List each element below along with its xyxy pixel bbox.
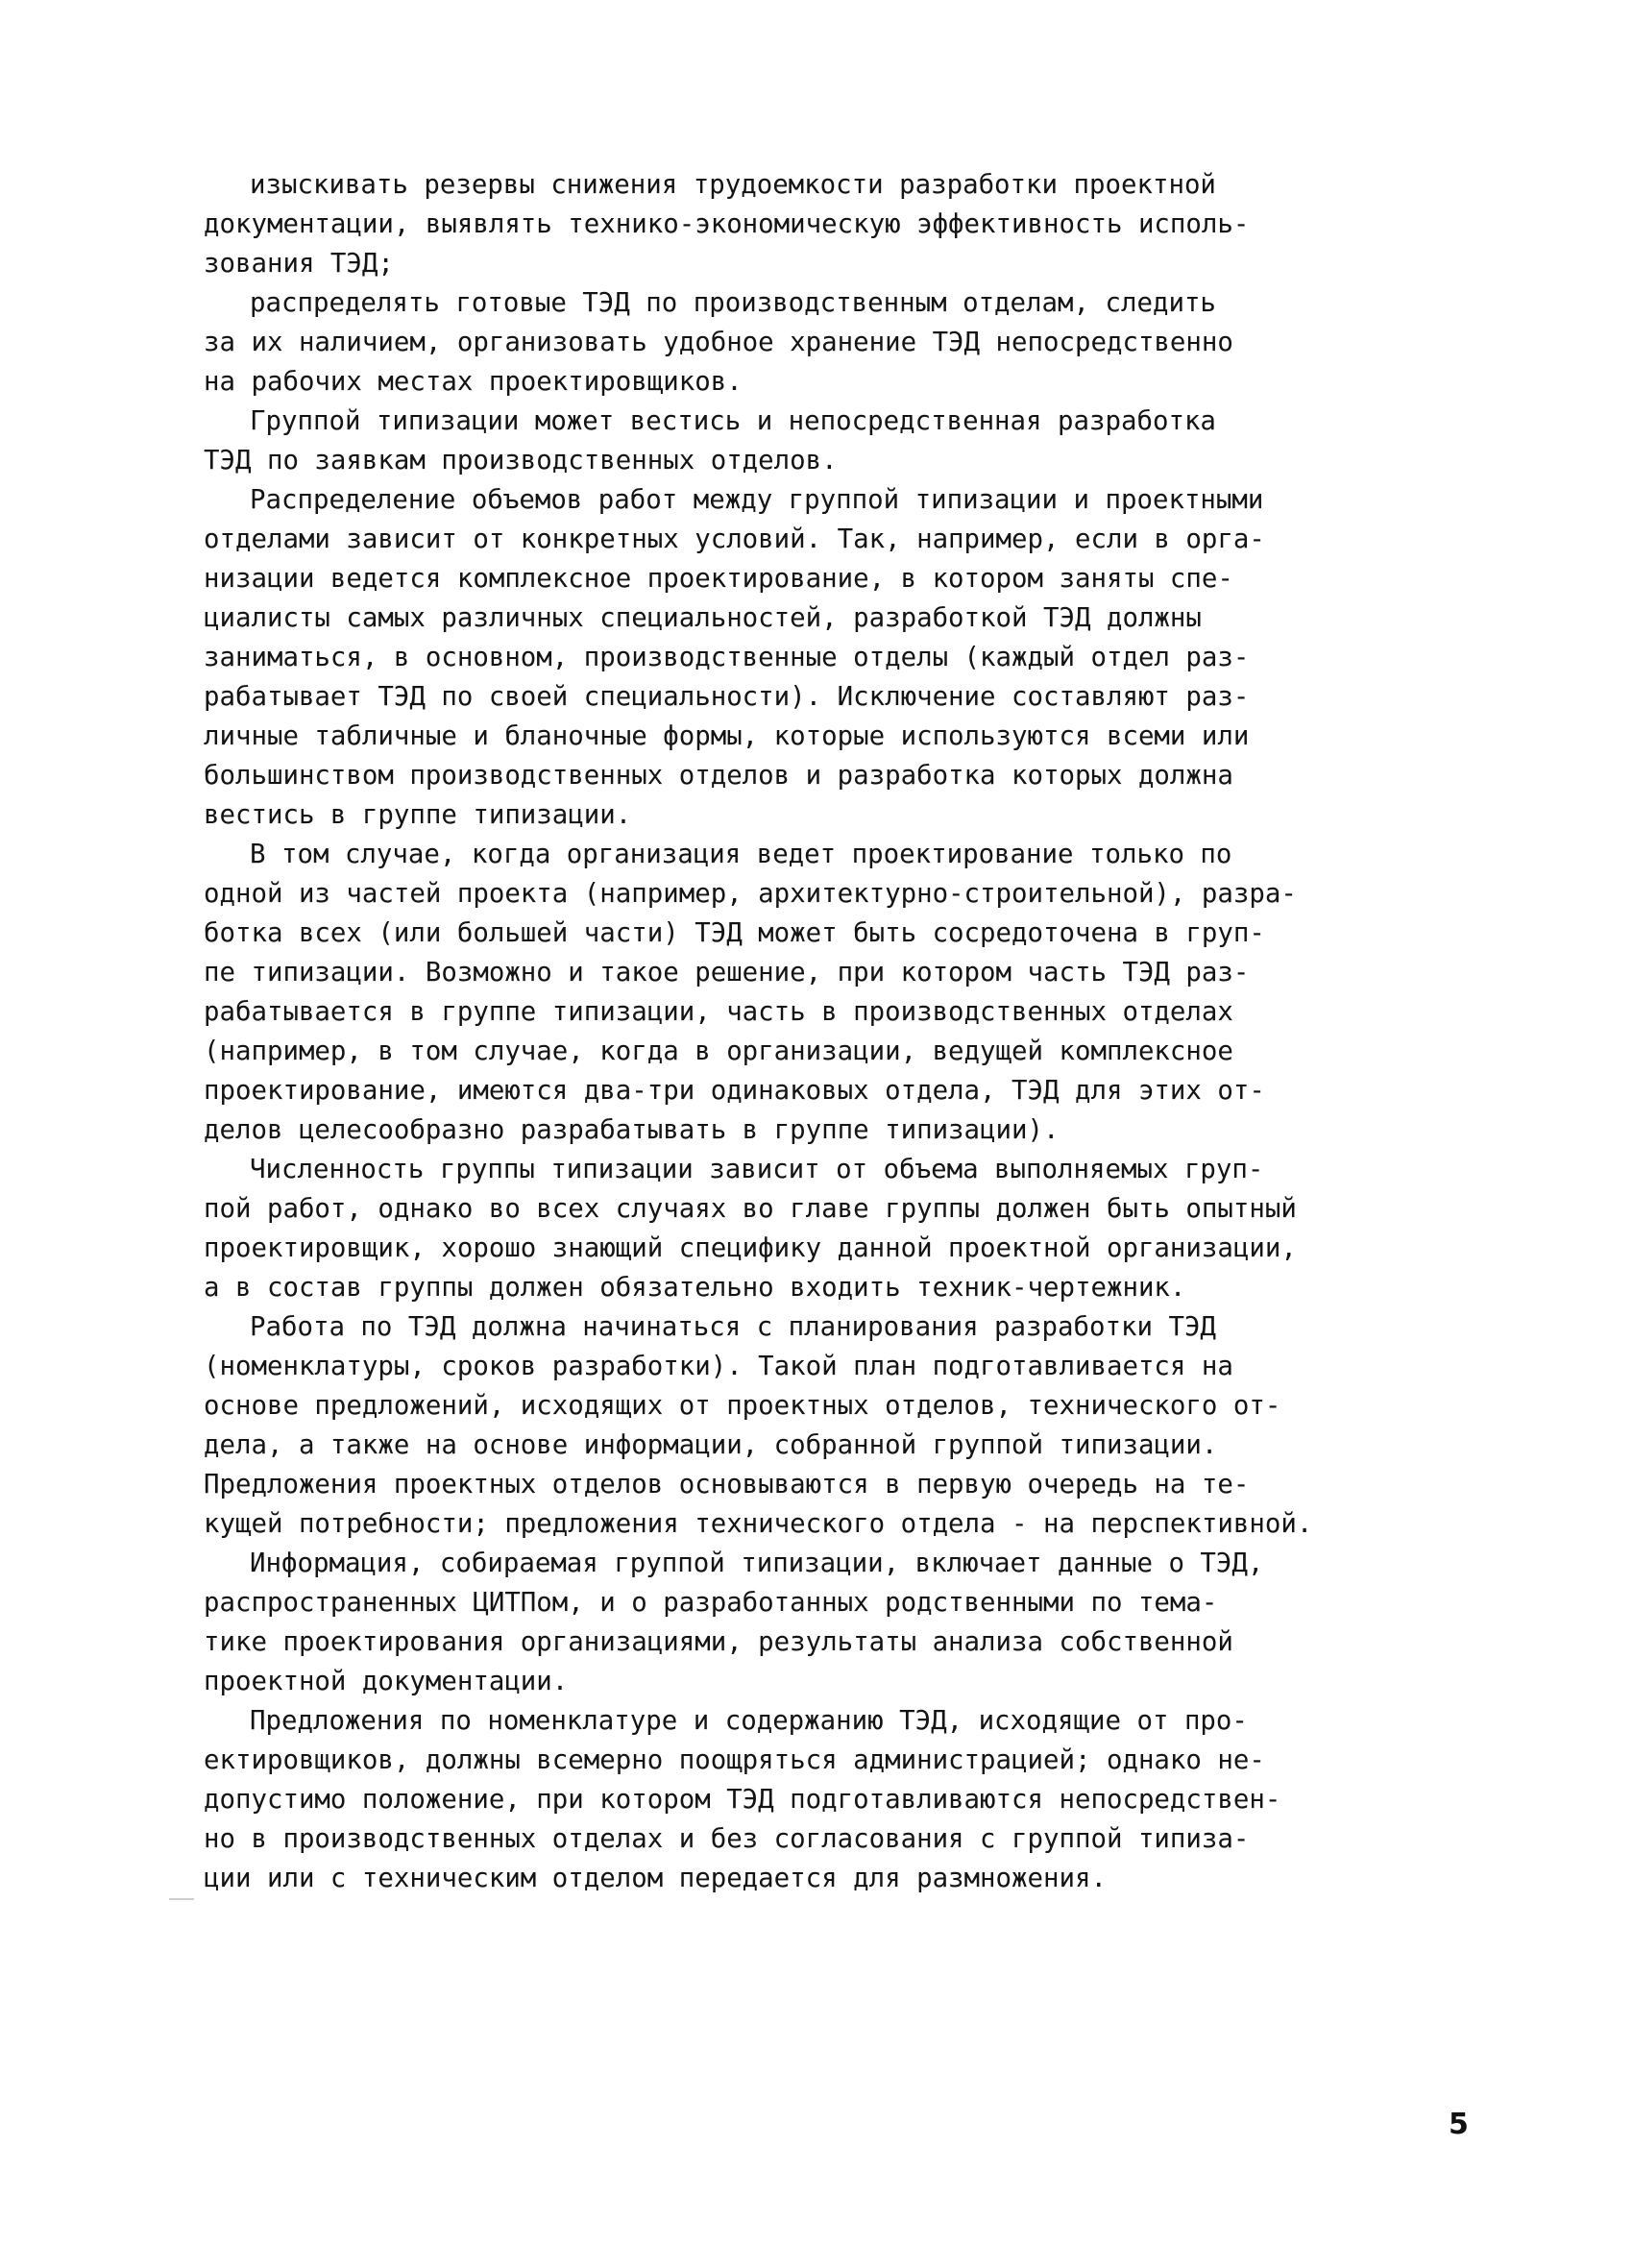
- text-line: зования ТЭД;: [204, 249, 394, 279]
- text-line: а в состав группы должен обязательно входить техник-чертежник.: [204, 1273, 1186, 1303]
- text-line: отделами зависит от конкретных условий. Так, например, если в орга-: [204, 524, 1265, 554]
- text-line: Группой типизации может вестись и непосредственная разработка: [250, 406, 1216, 436]
- text-line: Информация, собираемая группой типизации, включает данные о ТЭД,: [250, 1549, 1264, 1578]
- paragraph: [204, 283, 1491, 402]
- text-line: одной из частей проекта (например, архитектурно-строительной), разра-: [204, 879, 1297, 909]
- text-line: дела, а также на основе информации, собранной группой типизации.: [204, 1430, 1218, 1460]
- text-line: (номенклатуры, сроков разработки). Такой план подготавливается на: [204, 1352, 1233, 1381]
- text-line: ектировщиков, должны всемерно поощряться администрацией; однако не-: [204, 1745, 1265, 1775]
- text-line: но в производственных отделах и без согласования с группой типиза-: [204, 1824, 1250, 1854]
- text-line: рабатывает ТЭД по своей специальности). Исключение составляют раз-: [204, 682, 1250, 712]
- text-line: распределять готовые ТЭД по производственным отделам, следить: [250, 288, 1216, 318]
- paragraph: [204, 402, 1491, 480]
- text-line: изыскивать резервы снижения трудоемкости разработки проектной: [250, 170, 1216, 200]
- paragraph: [204, 1150, 1491, 1307]
- text-line: рабатывается в группе типизации, часть в производственных отделах: [204, 997, 1233, 1027]
- text-line: личные табличные и бланочные формы, которые используются всеми или: [204, 721, 1250, 751]
- text-line: проектной документации.: [204, 1667, 569, 1696]
- text-line: основе предложений, исходящих от проектных отделов, технического от-: [204, 1391, 1281, 1421]
- paragraph: [204, 835, 1491, 1150]
- page-number: 5: [1449, 2108, 1469, 2141]
- text-line: документации, выявлять технико-экономическую эффективность исполь-: [204, 209, 1250, 239]
- text-line: вестись в группе типизации.: [204, 800, 632, 830]
- text-line: Распределение объемов работ между группой типизации и проектными: [250, 485, 1264, 515]
- text-line: ботка всех (или большей части) ТЭД может быть сосредоточена в груп-: [204, 918, 1265, 948]
- text-line: В том случае, когда организация ведет проектирование только по: [250, 840, 1232, 869]
- paragraph: [204, 165, 1491, 283]
- text-line: проектировщик, хорошо знающий специфику данной проектной организации,: [204, 1233, 1297, 1263]
- text-line: Численность группы типизации зависит от объема выполняемых груп-: [250, 1155, 1264, 1184]
- paragraph: [204, 480, 1491, 835]
- body-text: [204, 165, 1491, 1898]
- text-line: заниматься, в основном, производственные отделы (каждый отдел раз-: [204, 643, 1250, 672]
- text-line: распространенных ЦИТПом, и о разработанных родственными по тема-: [204, 1588, 1218, 1618]
- text-line: ции или с техническим отделом передается для размножения.: [204, 1864, 1107, 1893]
- text-line: делов целесообразно разрабатывать в группе типизации).: [204, 1115, 1060, 1145]
- text-line: низации ведется комплексное проектирование, в котором заняты спе-: [204, 564, 1233, 594]
- scan-mark: [169, 1898, 194, 1900]
- text-line: Предложения проектных отделов основываются в первую очередь на те-: [204, 1470, 1250, 1500]
- text-line: за их наличием, организовать удобное хранение ТЭД непосредственно: [204, 328, 1233, 357]
- text-line: на рабочих местах проектировщиков.: [204, 367, 743, 397]
- text-line: допустимо положение, при котором ТЭД подготавливаются непосредствен-: [204, 1785, 1281, 1815]
- text-line: тике проектирования организациями, результаты анализа собственной: [204, 1627, 1233, 1657]
- text-line: пе типизации. Возможно и такое решение, при котором часть ТЭД раз-: [204, 958, 1250, 988]
- text-line: большинством производственных отделов и разработка которых должна: [204, 761, 1233, 791]
- text-line: Работа по ТЭД должна начинаться с планирования разработки ТЭД: [250, 1312, 1216, 1342]
- paragraph: [204, 1701, 1491, 1898]
- text-line: пой работ, однако во всех случаях во главе группы должен быть опытный: [204, 1194, 1297, 1224]
- text-line: кущей потребности; предложения технического отдела - на перспективной.: [204, 1509, 1313, 1539]
- paragraph: [204, 1307, 1491, 1544]
- text-line: ТЭД по заявкам производственных отделов.: [204, 446, 838, 476]
- text-line: проектирование, имеются два-три одинаковых отдела, ТЭД для этих от-: [204, 1076, 1265, 1106]
- text-line: циалисты самых различных специальностей, разработкой ТЭД должны: [204, 603, 1202, 633]
- text-line: (например, в том случае, когда в организации, ведущей комплексное: [204, 1036, 1233, 1066]
- text-line: Предложения по номенклатуре и содержанию ТЭД, исходящие от про-: [250, 1706, 1248, 1736]
- paragraph: [204, 1544, 1491, 1701]
